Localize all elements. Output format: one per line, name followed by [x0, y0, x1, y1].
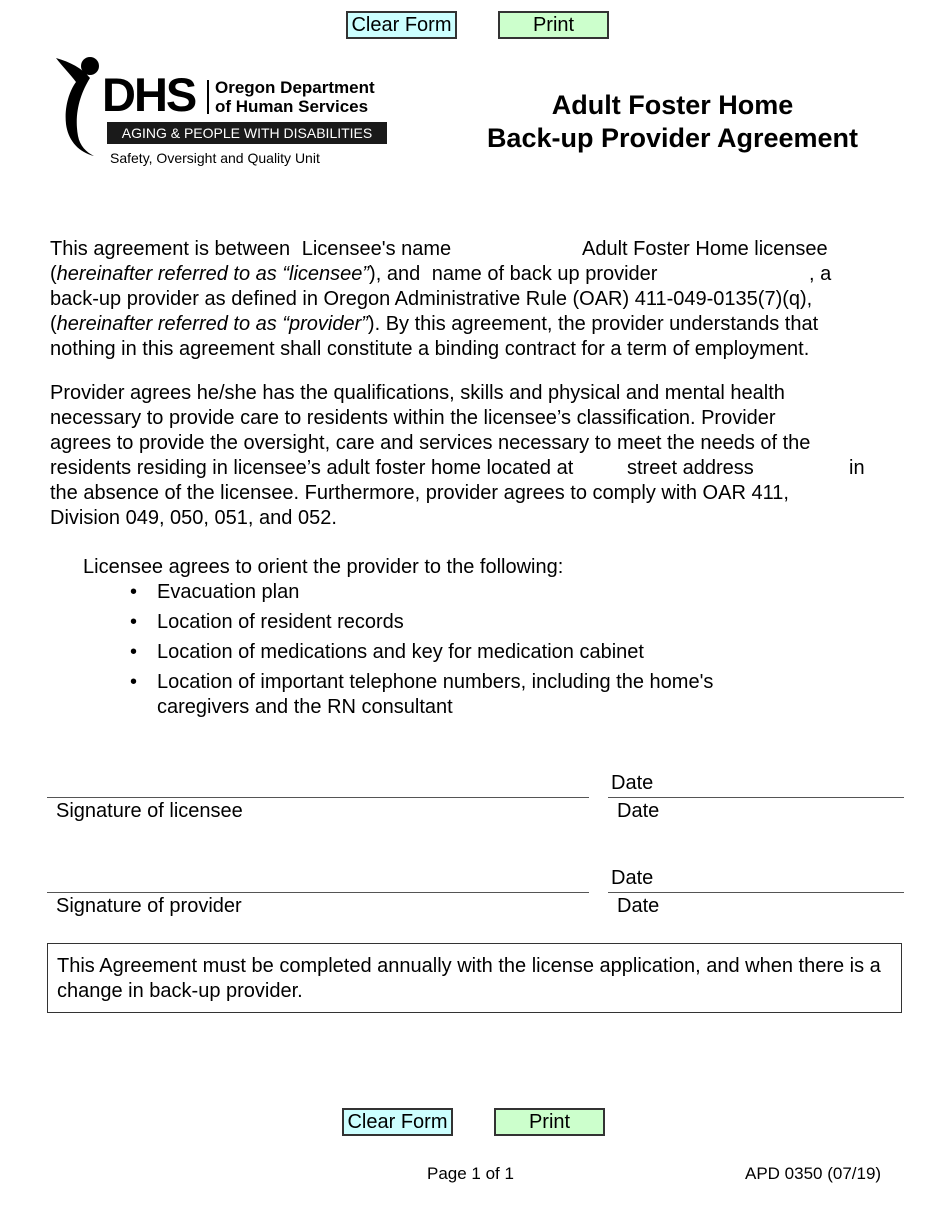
p1-open-paren-2: (	[50, 313, 57, 335]
logo-initials: DHS	[102, 68, 196, 121]
dhs-logo	[50, 54, 395, 169]
person-figure-icon	[50, 54, 110, 159]
logo-separator	[207, 80, 209, 114]
p1-line5: nothing in this agreement shall constitute a binding contract for a term of employment.	[50, 338, 810, 360]
p2-line6: Division 049, 050, 051, and 052.	[50, 507, 337, 529]
p2-in: in	[849, 457, 865, 479]
list-item: • Location of medications and key for medication cabinet	[130, 641, 644, 663]
p2-line1: Provider agrees he/she has the qualifications, skills and physical and mental health	[50, 382, 785, 404]
list-item: • Evacuation plan	[130, 581, 300, 603]
p1-line4-rest: ). By this agreement, the provider understands that	[367, 313, 819, 335]
p1-ref-provider: hereinafter referred to as “provider”	[56, 313, 368, 335]
street-address-field[interactable]: street address	[627, 457, 754, 479]
logo-dept-line1: Oregon Department	[215, 78, 375, 97]
provider-signature-line[interactable]	[47, 892, 589, 893]
p2-line4	[50, 456, 865, 481]
p1-ref-licensee: hereinafter referred to as “licensee”	[56, 263, 370, 285]
annual-notice-box: This Agreement must be completed annually with the license application, and when there is a change in back-up provider.	[47, 943, 902, 1013]
licensee-date-field[interactable]: Date	[611, 772, 654, 794]
p1-line4	[50, 312, 818, 337]
p1-open-paren: (	[50, 263, 57, 285]
print-button-bottom[interactable]: Print	[494, 1108, 605, 1136]
p2-line4-text: residents residing in licensee’s adult foster home located at	[50, 457, 574, 479]
p1-close-and: ), and	[369, 263, 421, 285]
title-line2: Back-up Provider Agreement	[486, 123, 859, 153]
p1-line2	[50, 262, 832, 287]
licensee-name-field[interactable]: Licensee's name	[301, 238, 452, 260]
p2-line3: agrees to provide the oversight, care and services necessary to meet the needs of the	[50, 432, 811, 454]
licensee-date-line	[608, 797, 904, 798]
orientation-intro: Licensee agrees to orient the provider to the following:	[83, 556, 564, 578]
clear-form-button-top[interactable]: Clear Form	[346, 11, 457, 39]
clear-form-button-bottom[interactable]: Clear Form	[342, 1108, 453, 1136]
p1-comma-a: , a	[809, 263, 832, 285]
list-item: • Location of resident records	[130, 611, 404, 633]
logo-division-bar: AGING & PEOPLE WITH DISABILITIES	[107, 122, 387, 144]
provider-date-line	[608, 892, 904, 893]
p1-intro: This agreement is between	[50, 238, 291, 260]
print-button-top[interactable]: Print	[498, 11, 609, 39]
p1-after-licensee: Adult Foster Home licensee	[582, 238, 828, 260]
page-number: Page 1 of 1	[427, 1164, 514, 1183]
provider-signature-label: Signature of provider	[56, 895, 242, 917]
licensee-date-label: Date	[617, 800, 660, 822]
provider-name-field[interactable]: name of back up provider	[431, 263, 658, 285]
p2-line2: necessary to provide care to residents within the licensee’s classification. Provider	[50, 407, 776, 429]
form-id: APD 0350 (07/19)	[745, 1164, 882, 1183]
provider-date-field[interactable]: Date	[611, 867, 654, 889]
licensee-signature-line[interactable]	[47, 797, 589, 798]
logo-dept-line2: of Human Services	[215, 97, 369, 116]
orientation-list	[130, 580, 830, 725]
title-line1: Adult Foster Home	[551, 90, 794, 120]
licensee-signature-label: Signature of licensee	[56, 800, 243, 822]
p2-line5: the absence of the licensee. Furthermore, provider agrees to comply with OAR 411,	[50, 482, 789, 504]
p1-line3: back-up provider as defined in Oregon Administrative Rule (OAR) 411-049-0135(7)(q),	[50, 288, 813, 310]
list-item: • Location of important telephone numbers, including the home's caregivers and the RN consultant	[130, 671, 714, 718]
p1-line1	[50, 237, 828, 262]
logo-unit: Safety, Oversight and Quality Unit	[110, 150, 320, 166]
provider-date-label: Date	[617, 895, 660, 917]
